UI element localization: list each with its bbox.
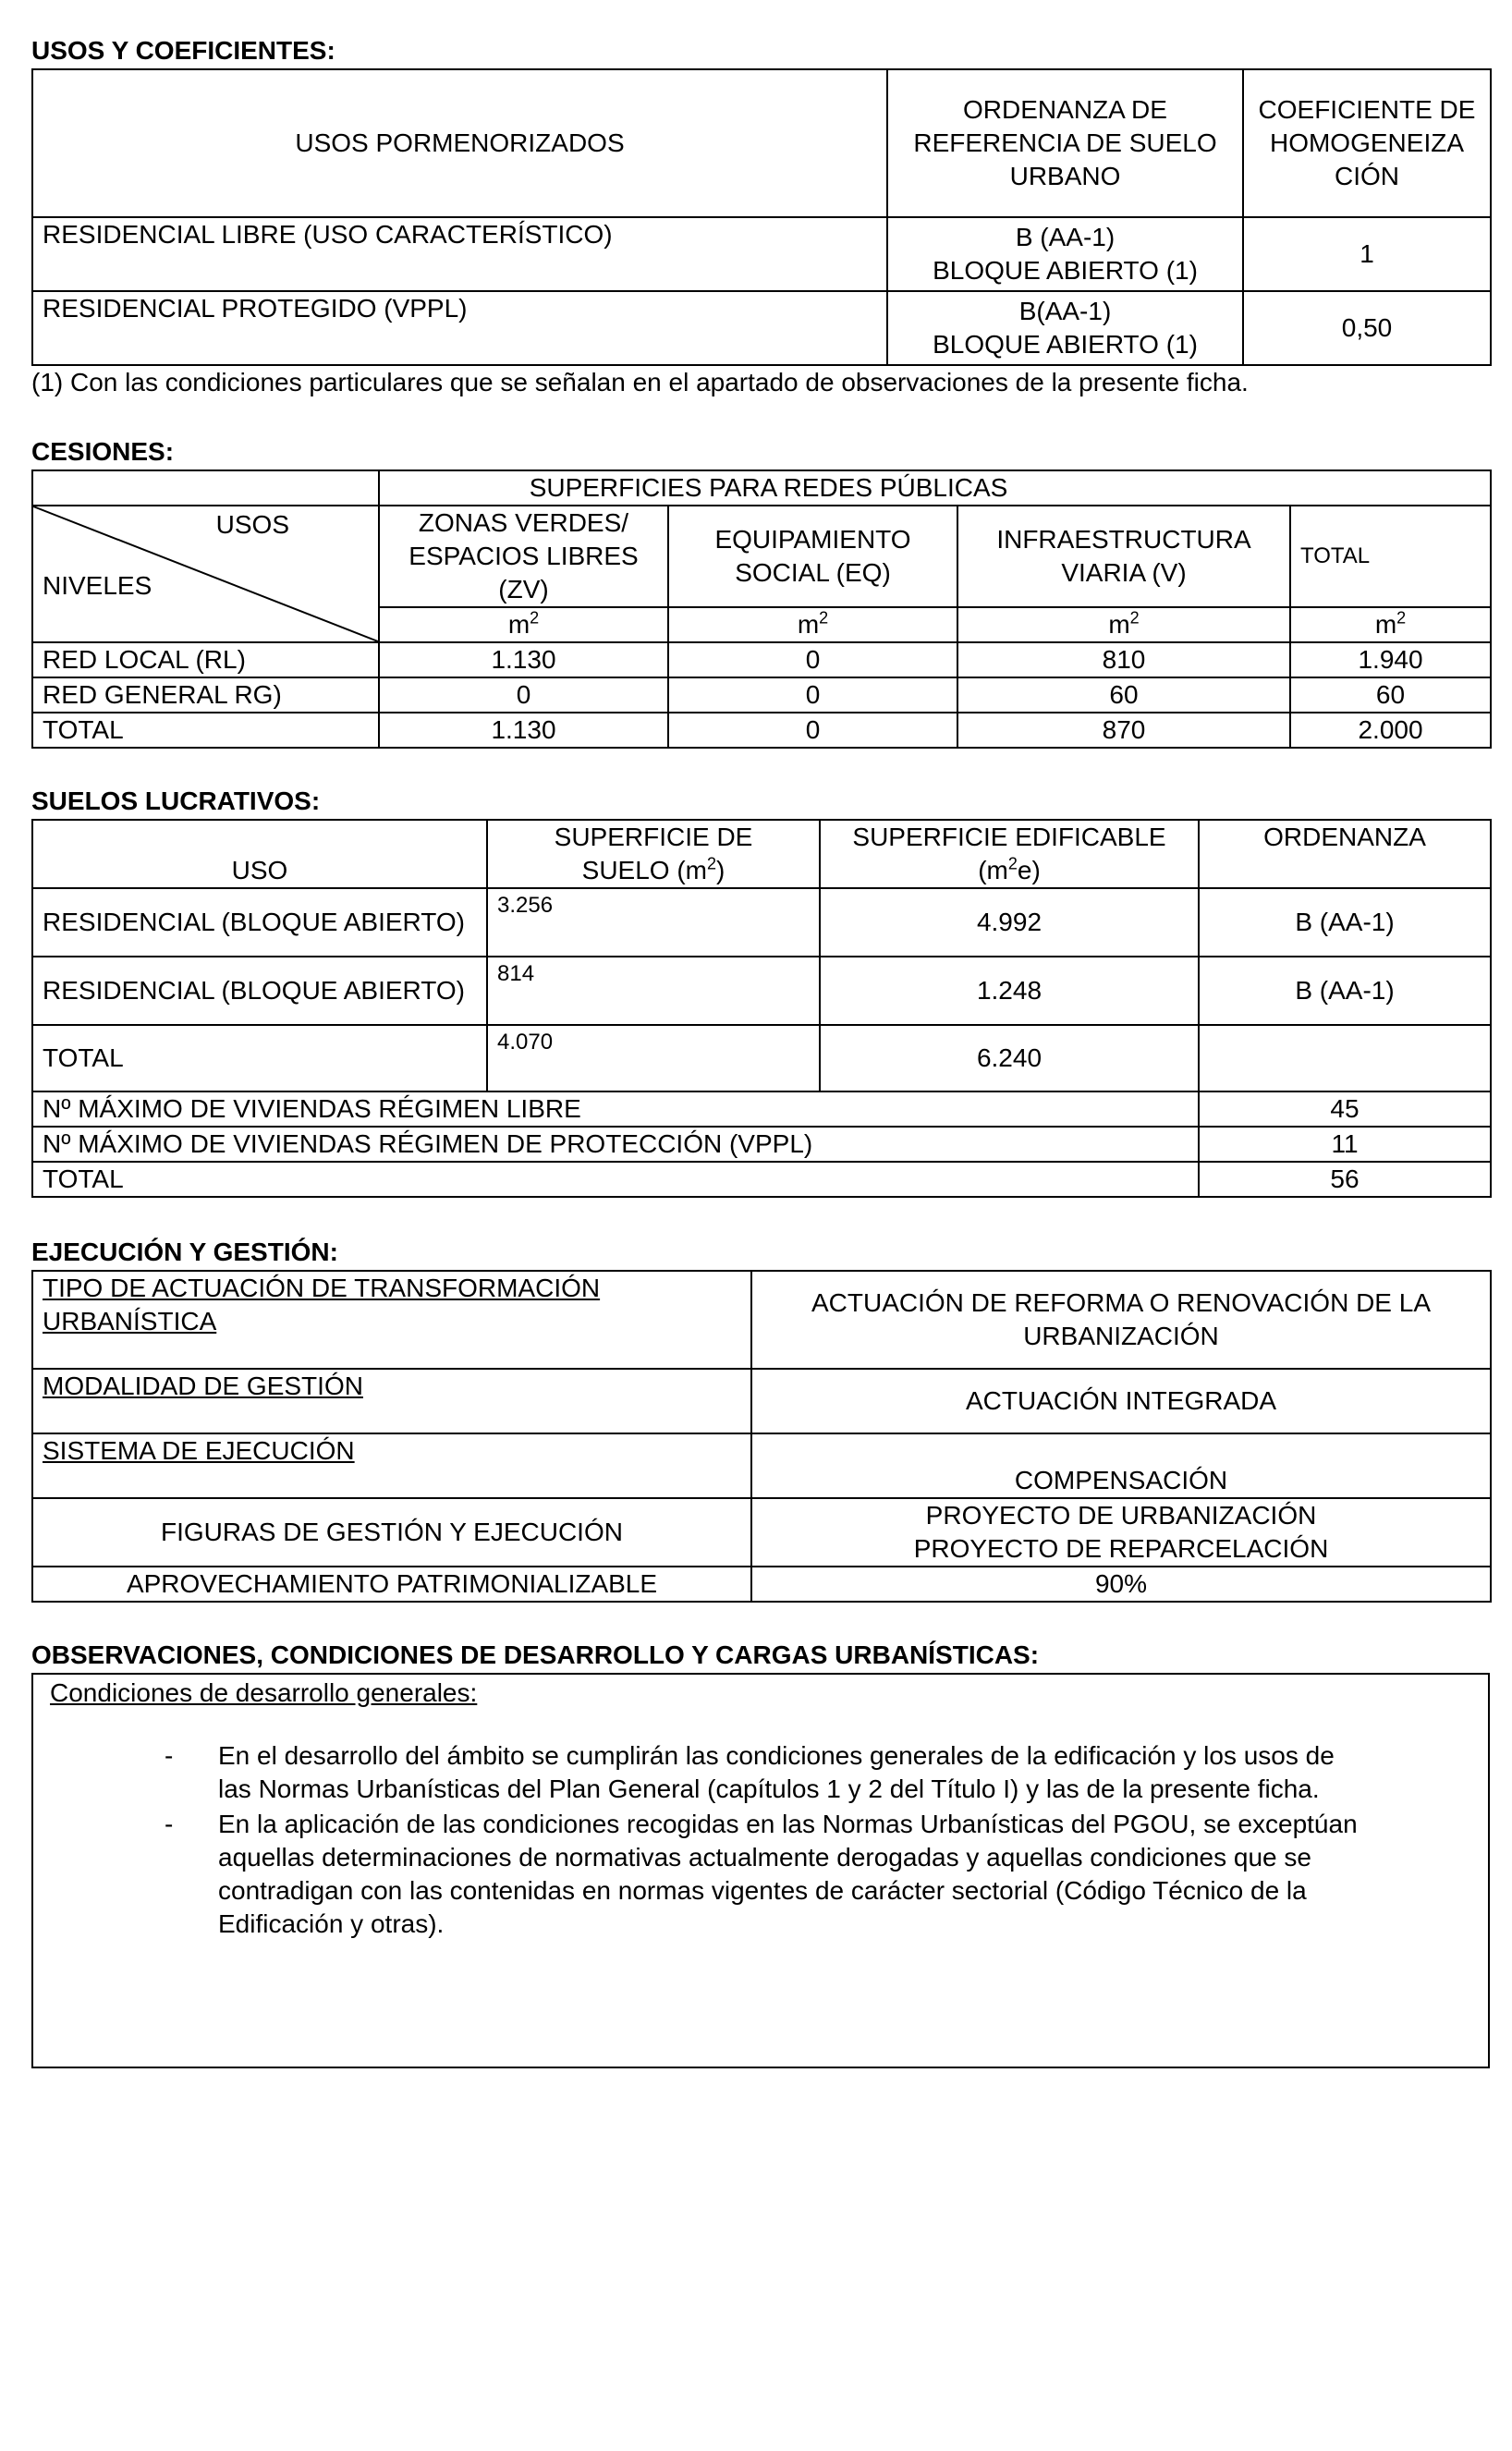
usos-table — [31, 68, 1492, 366]
col-total-header: TOTAL — [1290, 506, 1491, 607]
zv-cell: 0 — [379, 677, 668, 713]
bullet-text: En la aplicación de las condiciones recogidas en las Normas Urbanísticas del PGOU, se exceptúan aquellas determinaciones de normativas actualmente derogadas y aquellas condiciones que se contradigan con las contenidas en normas vigentes de carácter sectorial (Código Técnico de la Edificación y otras). — [218, 1810, 1358, 1938]
total-cell: 2.000 — [1290, 713, 1491, 748]
aprov-label: APROVECHAMIENTO PATRIMONIALIZABLE — [32, 1567, 751, 1602]
table-row — [32, 1433, 1491, 1498]
usos-title: USOS Y COEFICIENTES: — [31, 36, 335, 65]
observaciones-subhead: Condiciones de desarrollo generales: — [50, 1678, 478, 1707]
table-row — [32, 291, 1491, 365]
ordenanza-line1: B (AA-1) — [1015, 223, 1116, 251]
figuras-value-line1: PROYECTO DE URBANIZACIÓN — [925, 1501, 1317, 1530]
observaciones-box — [31, 1673, 1490, 2068]
col-v-header: INFRAESTRUCTURA VIARIA (V) — [957, 506, 1290, 607]
v-cell: 870 — [957, 713, 1290, 748]
gestion-value: ACTUACIÓN INTEGRADA — [751, 1369, 1491, 1433]
table-row — [32, 1271, 1491, 1369]
uso-cell: RESIDENCIAL (BLOQUE ABIERTO) — [32, 957, 487, 1025]
usos-row-coef: 0,50 — [1243, 291, 1491, 365]
h-edificable: SUPERFICIE EDIFICABLE $(m^2e)$ — [820, 820, 1199, 888]
v-cell: 60 — [957, 677, 1290, 713]
gestion-value: ACTUACIÓN DE REFORMA O RENOVACIÓN DE LA URBANIZACIÓN — [751, 1271, 1491, 1369]
usos-footnote: (1) Con las condiciones particulares que se señalan en el apartado de observaciones de la presente ficha. — [31, 368, 1249, 396]
table-row — [32, 888, 1491, 957]
gestion-label: MODALIDAD DE GESTIÓN — [32, 1369, 751, 1433]
nivel-cell: RED GENERAL RG) — [32, 677, 379, 713]
usos-row-uso: RESIDENCIAL PROTEGIDO (VPPL) — [32, 291, 887, 365]
col-eq-header: EQUIPAMIENTO SOCIAL (EQ) — [668, 506, 957, 607]
bullet-dash: - — [165, 1741, 174, 1770]
table-row — [32, 957, 1491, 1025]
ord-cell: B (AA-1) — [1199, 888, 1491, 957]
bullet-text: En el desarrollo del ámbito se cumplirán las condiciones generales de la edificación y los usos de las Normas Urbanísticas del Plan General (capítulos 1 y 2 del Título I) y las de la presente ficha. — [218, 1741, 1335, 1803]
zv-cell: 1.130 — [379, 642, 668, 677]
uso-cell: TOTAL — [32, 1025, 487, 1091]
ord-cell — [1199, 1025, 1491, 1091]
unit-eq: $m^2$ — [668, 607, 957, 642]
observaciones-title: OBSERVACIONES, CONDICIONES DE DESARROLLO Y CARGAS URBANÍSTICAS: — [31, 1640, 1040, 1669]
unit-zv: $m^2$ — [379, 607, 668, 642]
figuras-value — [751, 1498, 1491, 1567]
edif-cell: 1.248 — [820, 957, 1199, 1025]
total-cell: 60 — [1290, 677, 1491, 713]
usos-row-coef: 1 — [1243, 217, 1491, 291]
table-row — [32, 217, 1491, 291]
edif-cell: 4.992 — [820, 888, 1199, 957]
sup-cell: 3.256 — [487, 888, 820, 957]
usos-row-ordenanza — [887, 291, 1243, 365]
cesiones-title: CESIONES: — [31, 437, 175, 466]
table-row — [32, 1025, 1491, 1091]
viviendas-value: 11 — [1199, 1127, 1491, 1162]
table-row — [32, 677, 1491, 713]
unit-v: $m^2$ — [957, 607, 1290, 642]
sup-cell: 814 — [487, 957, 820, 1025]
lucrativos-title: SUELOS LUCRATIVOS: — [31, 787, 321, 815]
uso-cell: RESIDENCIAL (BLOQUE ABIERTO) — [32, 888, 487, 957]
niveles-label: NIVELES — [43, 571, 152, 600]
figuras-label: FIGURAS DE GESTIÓN Y EJECUCIÓN — [32, 1498, 751, 1567]
zv-cell: 1.130 — [379, 713, 668, 748]
table-row — [32, 1162, 1491, 1197]
bullet-dash: - — [165, 1810, 174, 1838]
usos-header-coef: COEFICIENTE DE HOMOGENEIZA CIÓN — [1243, 69, 1491, 217]
eq-cell: 0 — [668, 713, 957, 748]
cesiones-diagonal-header — [32, 506, 379, 642]
eq-cell: 0 — [668, 677, 957, 713]
eq-cell: 0 — [668, 642, 957, 677]
usos-header-usos: USOS PORMENORIZADOS — [32, 69, 887, 217]
usos-header-ordenanza: ORDENANZA DE REFERENCIA DE SUELO URBANO — [887, 69, 1243, 217]
gestion-label: TIPO DE ACTUACIÓN DE TRANSFORMACIÓN URBANÍSTICA — [32, 1271, 751, 1369]
h-ordenanza: ORDENANZA — [1199, 820, 1491, 888]
cesiones-super-header: SUPERFICIES PARA REDES PÚBLICAS — [379, 470, 1491, 506]
h-superficie: SUPERFICIE DE SUELO $(m^2)$ — [487, 820, 820, 888]
figuras-value-line2: PROYECTO DE REPARCELACIÓN — [913, 1534, 1329, 1563]
col-zv-header: ZONAS VERDES/ ESPACIOS LIBRES (ZV) — [379, 506, 668, 607]
ejecucion-title: EJECUCIÓN Y GESTIÓN: — [31, 1238, 338, 1266]
usos-label: USOS — [215, 510, 289, 539]
sup-cell: 4.070 — [487, 1025, 820, 1091]
table-row — [32, 1091, 1491, 1127]
ordenanza-line1: B(AA-1) — [1018, 297, 1112, 325]
ord-cell: B (AA-1) — [1199, 957, 1491, 1025]
gestion-value: COMPENSACIÓN — [751, 1433, 1491, 1498]
unit-total: $m^2$ — [1290, 607, 1491, 642]
table-row — [32, 713, 1491, 748]
nivel-cell: TOTAL — [32, 713, 379, 748]
nivel-cell: RED LOCAL (RL) — [32, 642, 379, 677]
v-cell: 810 — [957, 642, 1290, 677]
viviendas-value: 56 — [1199, 1162, 1491, 1197]
ordenanza-line2: BLOQUE ABIERTO (1) — [933, 256, 1198, 285]
total-cell: 1.940 — [1290, 642, 1491, 677]
ejecucion-table — [31, 1270, 1492, 1603]
gestion-label: SISTEMA DE EJECUCIÓN — [32, 1433, 751, 1498]
table-row — [32, 1127, 1491, 1162]
viviendas-value: 45 — [1199, 1091, 1491, 1127]
edif-cell: 6.240 — [820, 1025, 1199, 1091]
table-row — [32, 1567, 1491, 1602]
table-row — [32, 1498, 1491, 1567]
usos-row-ordenanza — [887, 217, 1243, 291]
table-row — [32, 642, 1491, 677]
viviendas-label: TOTAL — [32, 1162, 1199, 1197]
viviendas-label: Nº MÁXIMO DE VIVIENDAS RÉGIMEN DE PROTECCIÓN (VPPL) — [32, 1127, 1199, 1162]
table-row — [32, 1369, 1491, 1433]
cesiones-table — [31, 469, 1492, 749]
viviendas-label: Nº MÁXIMO DE VIVIENDAS RÉGIMEN LIBRE — [32, 1091, 1199, 1127]
ordenanza-line2: BLOQUE ABIERTO (1) — [933, 330, 1198, 359]
h-uso: USO — [32, 820, 487, 888]
usos-row-uso: RESIDENCIAL LIBRE (USO CARACTERÍSTICO) — [32, 217, 887, 291]
aprov-value: 90% — [751, 1567, 1491, 1602]
lucrativos-table — [31, 819, 1492, 1198]
